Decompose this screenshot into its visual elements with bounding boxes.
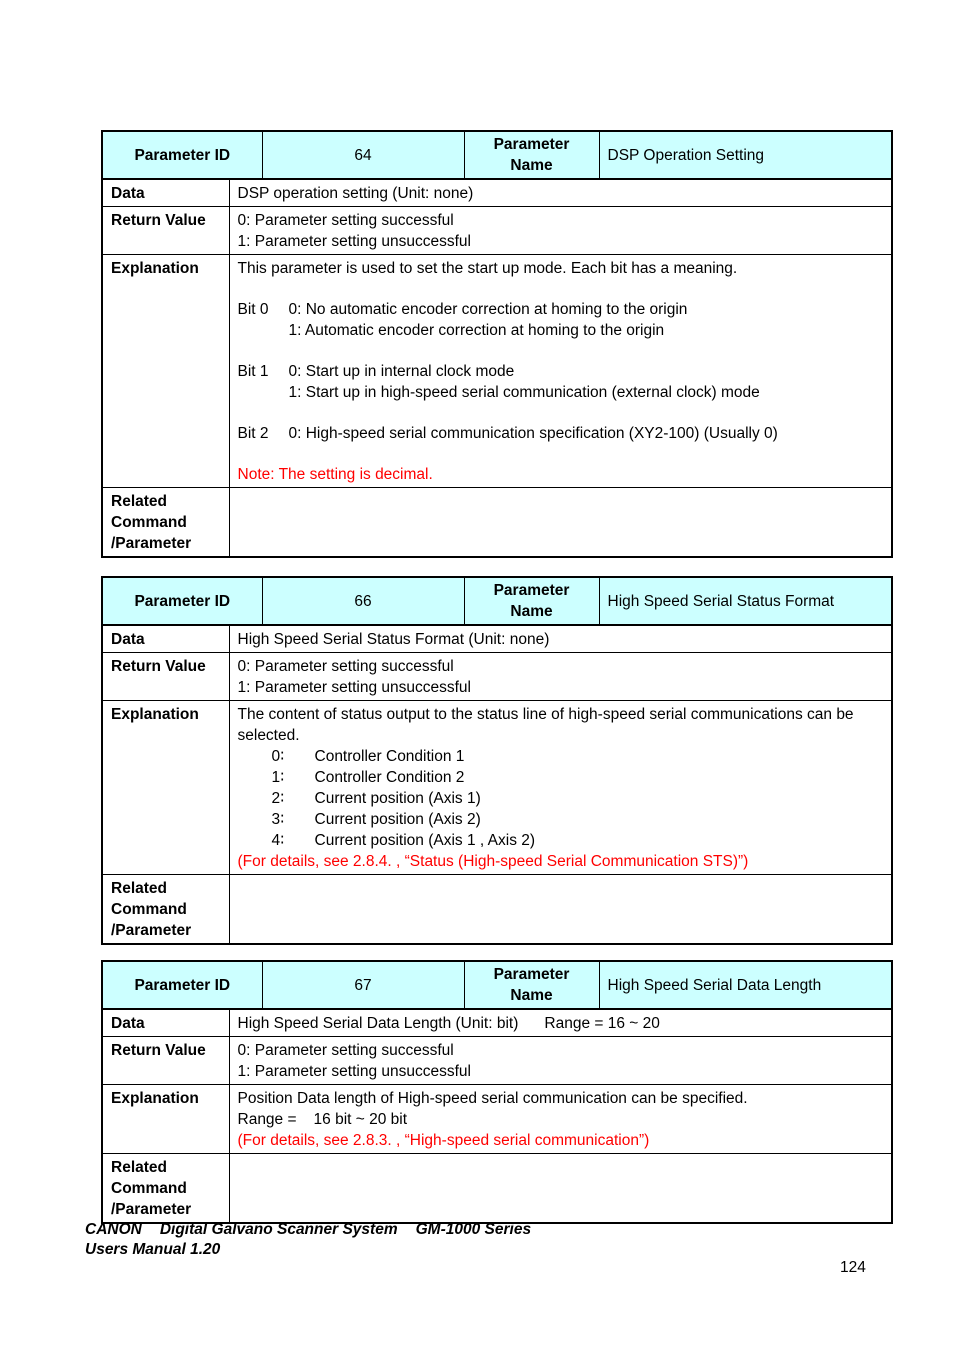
bit-desc: 0: High-speed serial communication specification (XY2-100) (Usually 0) [288, 425, 778, 442]
parameter-table-66 [101, 576, 893, 945]
data-value: High Speed Serial Status Format (Unit: none) [229, 625, 892, 653]
param-name-label-line-1: Parameter [493, 582, 570, 599]
range-value: 16 bit ~ 20 bit [313, 1111, 408, 1128]
param-name-label [464, 577, 599, 625]
option-text: Current position (Axis 1 , Axis 2) [314, 832, 536, 849]
footer-manual: Users Manual 1.20 [85, 1241, 221, 1258]
explanation-content [229, 701, 892, 875]
param-name-value: High Speed Serial Data Length [599, 961, 892, 1009]
bit-label: Bit 1 [237, 363, 269, 380]
bit-line: 1: Start up in high-speed serial communication (external clock) mode [288, 384, 760, 401]
option-text: Controller Condition 1 [314, 748, 465, 765]
bit-label: Bit 2 [237, 425, 269, 442]
related-label-line: /Parameter [111, 922, 192, 939]
related-label-line: Command [111, 1180, 187, 1197]
return-value-content [229, 207, 892, 255]
list-item [238, 809, 884, 830]
return-line: 1: Parameter setting unsuccessful [237, 1063, 471, 1080]
range-label: Range = [237, 1111, 297, 1128]
return-value-row [102, 1037, 892, 1085]
return-value-label: Return Value [102, 1037, 229, 1085]
list-item [238, 788, 884, 809]
bit-line [238, 361, 884, 382]
explanation-row [102, 1085, 892, 1154]
option-number: 1∶ [271, 769, 285, 786]
related-content [229, 488, 892, 558]
data-row [102, 179, 892, 207]
related-content [229, 875, 892, 945]
return-line: 1: Parameter setting unsuccessful [237, 233, 471, 250]
data-row [102, 1009, 892, 1037]
page-number: 124 [840, 1259, 866, 1276]
data-row [102, 625, 892, 653]
footer-product: Digital Galvano Scanner System [159, 1221, 398, 1238]
explanation-label: Explanation [102, 701, 229, 875]
param-id-value: 64 [262, 131, 464, 179]
return-line: 0: Parameter setting successful [237, 212, 454, 229]
param-name-label-line-2: Name [510, 603, 553, 620]
data-label: Data [102, 625, 229, 653]
data-value: DSP operation setting (Unit: none) [229, 179, 892, 207]
param-name-label-line-2: Name [510, 157, 553, 174]
data-value [229, 1009, 892, 1037]
range-line [238, 1109, 884, 1130]
return-value-label: Return Value [102, 653, 229, 701]
related-label-line: /Parameter [111, 535, 192, 552]
table-header-row [102, 577, 892, 625]
explanation-intro: Position Data length of High-speed serial communication can be specified. [237, 1090, 748, 1107]
related-label-line: /Parameter [111, 1201, 192, 1218]
footer-brand: CANON [85, 1221, 142, 1238]
param-name-label [464, 131, 599, 179]
return-line: 1: Parameter setting unsuccessful [237, 679, 471, 696]
param-name-label [464, 961, 599, 1009]
data-text: High Speed Serial Data Length (Unit: bit) [237, 1015, 519, 1032]
footer-line-1 [85, 1220, 531, 1240]
list-item [238, 767, 884, 788]
return-value-content [229, 1037, 892, 1085]
explanation-label: Explanation [102, 255, 229, 488]
param-id-value: 67 [262, 961, 464, 1009]
return-line: 0: Parameter setting successful [237, 1042, 454, 1059]
return-value-row [102, 207, 892, 255]
return-value-content [229, 653, 892, 701]
data-label: Data [102, 1009, 229, 1037]
explanation-label: Explanation [102, 1085, 229, 1154]
related-label-line: Command [111, 514, 187, 531]
parameter-table-67 [101, 960, 893, 1224]
bit-desc: 0: No automatic encoder correction at homing to the origin [288, 301, 688, 318]
explanation-row [102, 255, 892, 488]
footer-series: GM-1000 Series [415, 1221, 532, 1238]
decimal-note: Note: The setting is decimal. [237, 466, 433, 483]
related-label-line: Command [111, 901, 187, 918]
related-label-line: Related [111, 493, 167, 510]
explanation-intro: The content of status output to the status line of high-speed serial communications can be selected. [237, 706, 854, 744]
return-value-label: Return Value [102, 207, 229, 255]
explanation-intro: This parameter is used to set the start up mode. Each bit has a meaning. [237, 260, 738, 277]
param-name-value: DSP Operation Setting [599, 131, 892, 179]
bit-line [238, 423, 884, 444]
explanation-content [229, 1085, 892, 1154]
param-name-label-line-1: Parameter [493, 966, 570, 983]
parameter-table-64 [101, 130, 893, 558]
related-row [102, 488, 892, 558]
option-text: Controller Condition 2 [314, 769, 465, 786]
related-label [102, 488, 229, 558]
option-number: 3∶ [271, 811, 285, 828]
data-label: Data [102, 179, 229, 207]
bit-label: Bit 0 [237, 301, 269, 318]
param-name-label-line-1: Parameter [493, 136, 570, 153]
related-row [102, 1154, 892, 1224]
list-item [238, 830, 884, 851]
bit-desc: 0: Start up in internal clock mode [288, 363, 515, 380]
data-range: Range = 16 ~ 20 [544, 1015, 660, 1032]
param-id-label: Parameter ID [102, 577, 262, 625]
param-id-value: 66 [262, 577, 464, 625]
related-label [102, 1154, 229, 1224]
related-content [229, 1154, 892, 1224]
option-number: 0∶ [271, 748, 285, 765]
return-value-row [102, 653, 892, 701]
option-text: Current position (Axis 1) [314, 790, 481, 807]
list-item [238, 746, 884, 767]
explanation-content [229, 255, 892, 488]
related-row [102, 875, 892, 945]
bit-line: 1: Automatic encoder correction at homing to the origin [288, 322, 665, 339]
param-id-label: Parameter ID [102, 961, 262, 1009]
param-name-value: High Speed Serial Status Format [599, 577, 892, 625]
table-header-row [102, 961, 892, 1009]
details-reference: (For details, see 2.8.4. , “Status (High-speed Serial Communication STS)”) [237, 853, 749, 870]
bit-line [238, 299, 884, 320]
related-label-line: Related [111, 880, 167, 897]
details-reference: (For details, see 2.8.3. , “High-speed serial communication”) [237, 1132, 650, 1149]
page-footer [85, 1220, 531, 1260]
related-label-line: Related [111, 1159, 167, 1176]
option-number: 4∶ [271, 832, 285, 849]
option-number: 2∶ [271, 790, 285, 807]
table-header-row [102, 131, 892, 179]
explanation-row [102, 701, 892, 875]
option-text: Current position (Axis 2) [314, 811, 481, 828]
param-id-label: Parameter ID [102, 131, 262, 179]
param-name-label-line-2: Name [510, 987, 553, 1004]
related-label [102, 875, 229, 945]
return-line: 0: Parameter setting successful [237, 658, 454, 675]
